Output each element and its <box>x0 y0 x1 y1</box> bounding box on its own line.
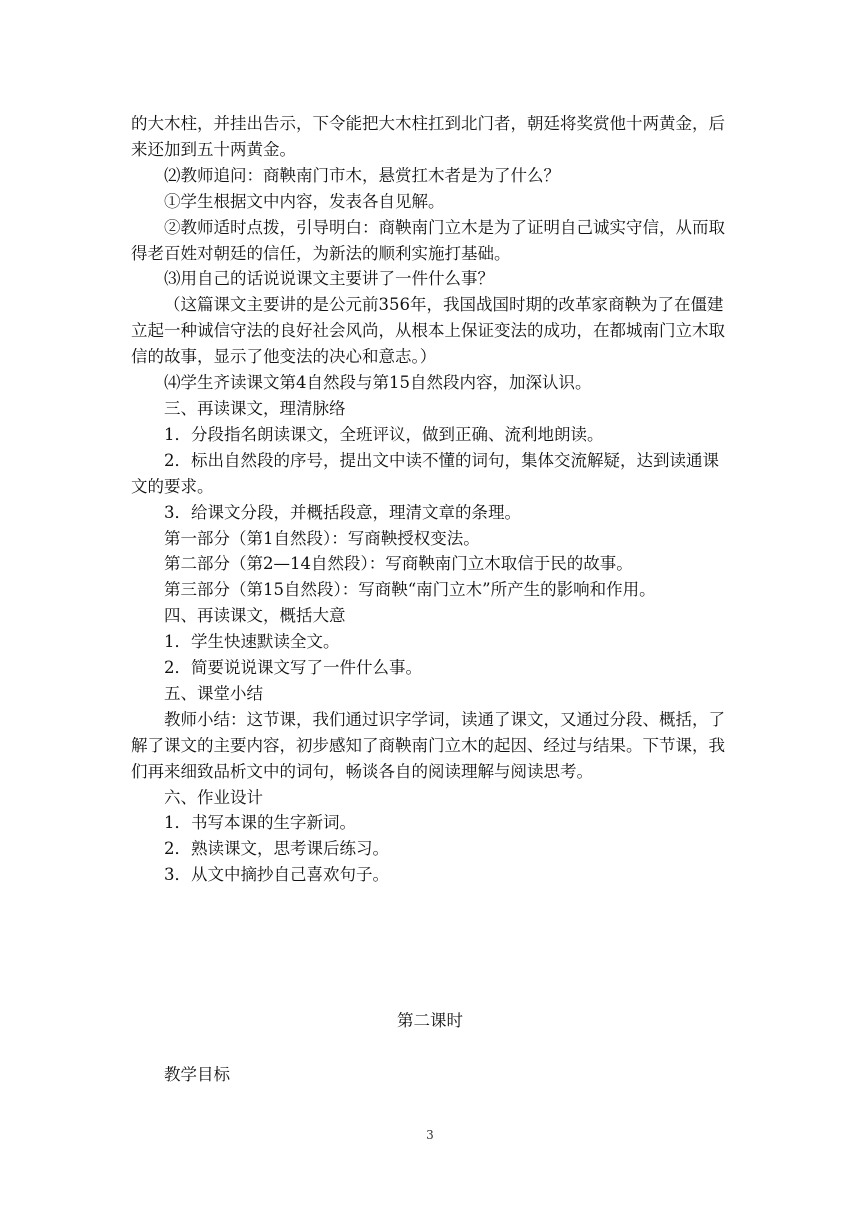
body-text <box>131 111 731 888</box>
paragraph: ⑵教师追问：商鞅南门市木，悬赏扛木者是为了什么？ <box>164 165 560 185</box>
paragraph: ⑶用自己的话说说课文主要讲了一件什么事？ <box>164 269 494 289</box>
paragraph: 六、作业设计 <box>164 787 263 807</box>
paragraph: ⑷学生齐读课文第4自然段与第15自然段内容，加深认识。 <box>164 373 592 393</box>
paragraph: 2．标出自然段的序号，提出文中读不懂的词句，集体交流解疑，达到读通课文的要求。 <box>131 450 719 496</box>
paragraph: 1．分段指名朗读课文，全班评议，做到正确、流利地朗读。 <box>164 424 604 444</box>
paragraph: 第一部分（第1自然段）：写商鞅授权变法。 <box>164 528 480 548</box>
paragraph: 3．给课文分段，并概括段意，理清文章的条理。 <box>164 502 521 522</box>
paragraph: 四、再读课文，概括大意 <box>164 606 346 626</box>
paragraph: 教师小结：这节课，我们通过识字学词，读通了课文，又通过分段、概括，了解了课文的主要内容，初步感知了商鞅南门立木的起因、经过与结果。下节课，我们再来细致品析文中的词句，畅谈各自的阅读理解与阅读思考。 <box>131 709 725 781</box>
paragraph: ①学生根据文中内容，发表各自见解。 <box>164 191 445 211</box>
paragraph: 五、课堂小结 <box>164 683 263 703</box>
paragraph: （这篇课文主要讲的是公元前356年，我国战国时期的改革家商鞅为了在僵建立起一种诚信守法的良好社会风尚，从根本上保证变法的成功，在都城南门立木取信的故事，显示了他变法的决心和意志。） <box>131 295 725 367</box>
paragraph: 2．熟读课文，思考课后练习。 <box>164 839 389 859</box>
paragraph: 1．学生快速默读全文。 <box>164 632 340 652</box>
objective-title: 教学目标 <box>164 1065 230 1084</box>
paragraph: 1．书写本课的生字新词。 <box>164 813 356 833</box>
paragraph: ②教师适时点拨，引导明白：商鞅南门立木是为了证明自己诚实守信，从而取得老百姓对朝廷的信任，为新法的顺利实施打基础。 <box>131 217 725 263</box>
section-heading: 第二课时 <box>397 1011 463 1030</box>
page-number: 3 <box>426 1128 434 1142</box>
paragraph: 三、再读课文，理清脉络 <box>164 398 346 418</box>
paragraph: 2．简要说说课文写了一件什么事。 <box>164 658 422 678</box>
paragraph: 3．从文中摘抄自己喜欢句子。 <box>164 865 389 885</box>
paragraph: 的大木柱，并挂出告示，下令能把大木柱扛到北门者，朝廷将奖赏他十两黄金，后来还加到五十两黄金。 <box>131 114 725 159</box>
paragraph: 第二部分（第2—14自然段）：写商鞅南门立木取信于民的故事。 <box>164 554 633 574</box>
paragraph: 第三部分（第15自然段）：写商鞅“南门立木”所产生的影响和作用。 <box>164 580 656 600</box>
